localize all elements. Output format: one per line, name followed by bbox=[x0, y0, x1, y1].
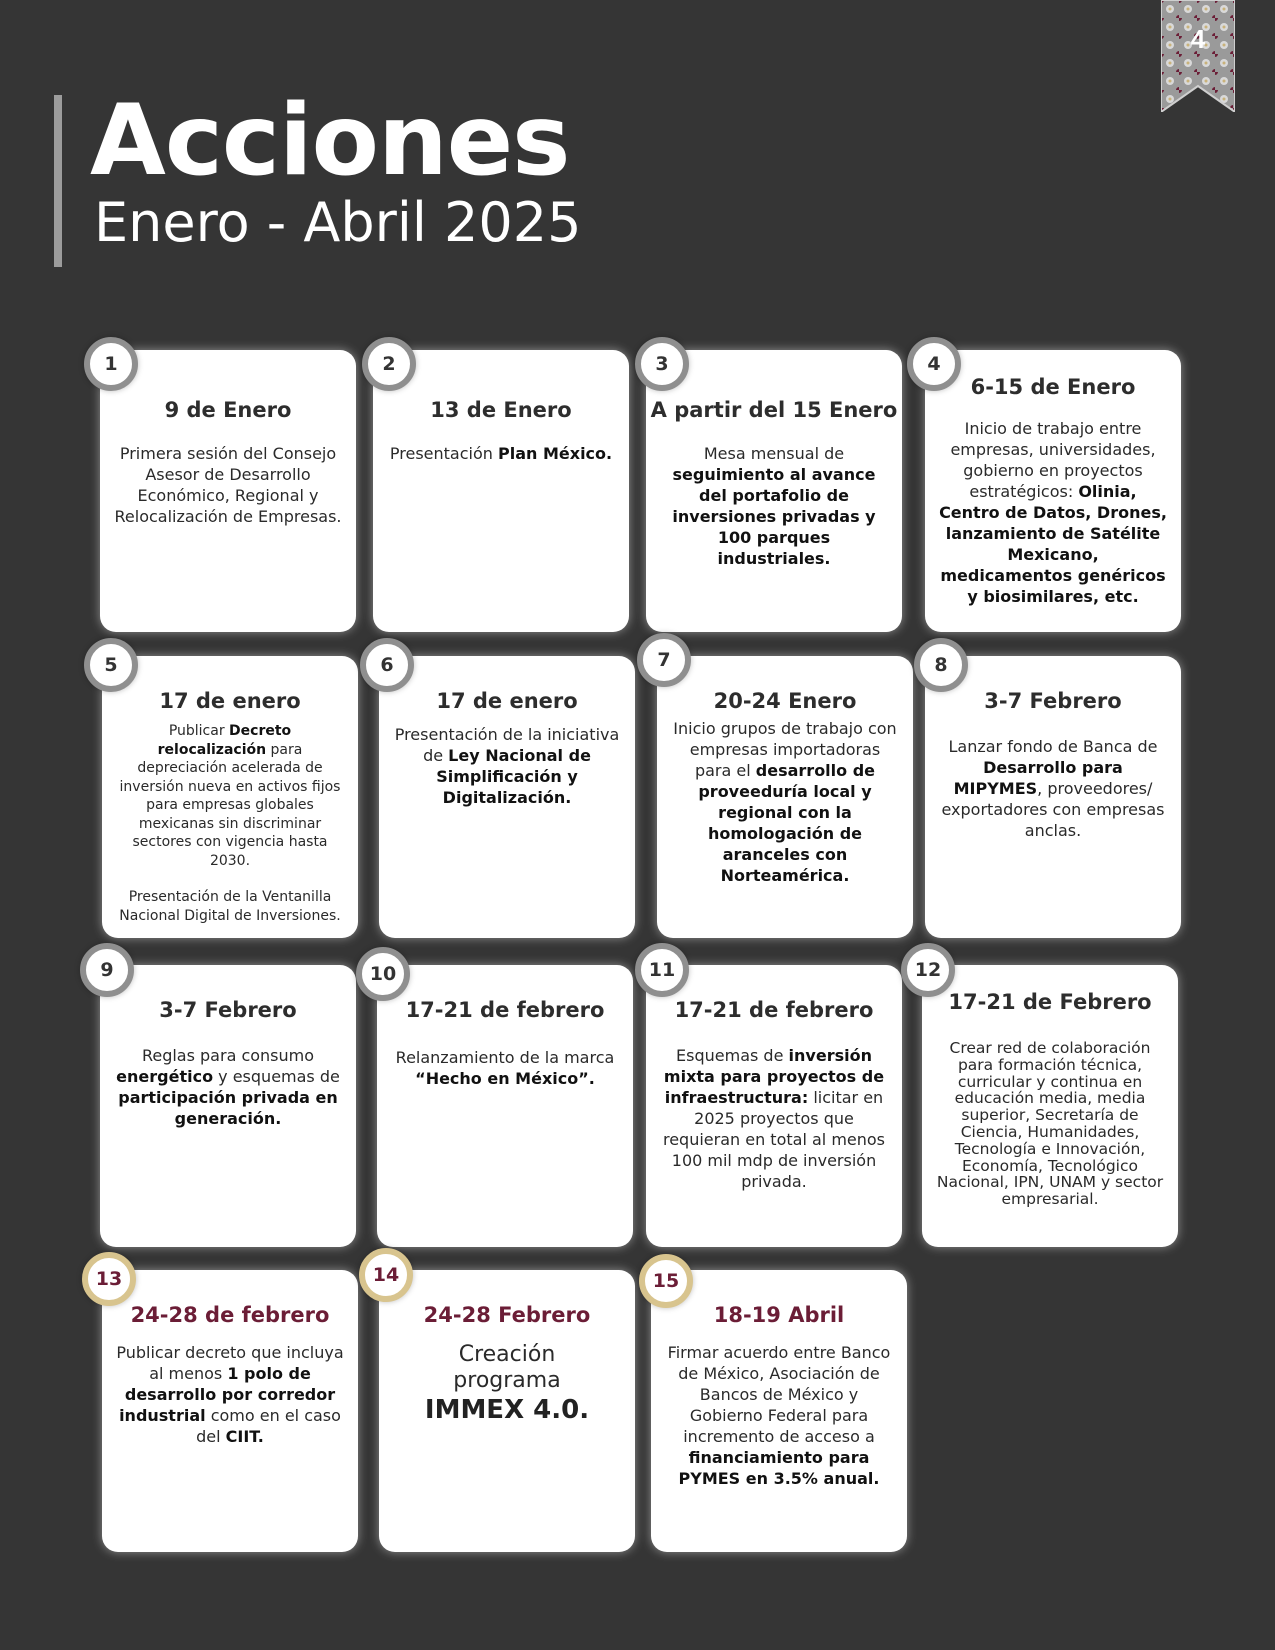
action-description bbox=[114, 443, 342, 527]
action-card bbox=[100, 350, 356, 632]
action-date: 17-21 de febrero bbox=[405, 998, 605, 1022]
action-text-bold: Desarrollo para MIPYMES bbox=[953, 758, 1123, 798]
action-text-bold: desarrollo de proveeduría local y regional con la homologación de aranceles con Norteamérica. bbox=[698, 761, 876, 885]
action-text-bold: “Hecho en México”. bbox=[415, 1069, 595, 1088]
step-number-badge: 11 bbox=[635, 943, 689, 997]
action-description bbox=[114, 1045, 342, 1129]
action-card bbox=[379, 656, 635, 938]
action-card bbox=[377, 965, 633, 1247]
action-text-bold: energético bbox=[116, 1067, 214, 1086]
action-text: Presentación bbox=[389, 444, 493, 463]
step-number-badge: 12 bbox=[901, 943, 955, 997]
action-card bbox=[646, 350, 902, 632]
action-date: 17-21 de febrero bbox=[674, 998, 874, 1022]
step-number-badge: 13 bbox=[82, 1252, 136, 1306]
action-text: Publicar bbox=[168, 723, 225, 739]
action-description bbox=[116, 722, 344, 925]
action-card bbox=[102, 1270, 358, 1552]
action-text: como en el caso del bbox=[196, 1406, 341, 1446]
action-text: licitar en 2025 proyectos que requieran en total al menos 100 mil mdp de inversión privada. bbox=[662, 1088, 886, 1191]
action-text: Lanzar fondo de Banca de bbox=[948, 737, 1158, 756]
action-text-bold: Plan México. bbox=[498, 444, 613, 463]
action-text-bold: 1 polo de desarrollo por corredor industrial bbox=[119, 1364, 336, 1425]
action-date: A partir del 15 Enero bbox=[650, 398, 898, 422]
action-text: para depreciación acelerada de inversión nueva en activos fijos para empresas globales mexicanas sin discriminar sectores con vigencia hasta 2030. bbox=[119, 741, 341, 869]
action-description bbox=[936, 1040, 1164, 1208]
page-title: Acciones bbox=[90, 84, 570, 198]
action-text-bold: seguimiento al avance del portafolio de inversiones privadas y 100 parques industriales. bbox=[672, 465, 876, 568]
action-date: 9 de Enero bbox=[164, 398, 292, 422]
action-text: Inicio de trabajo entre empresas, universidades, gobierno en proyectos estratégicos: bbox=[950, 419, 1156, 501]
step-number-badge: 9 bbox=[80, 943, 134, 997]
action-text: , proveedores/ exportadores con empresas anclas. bbox=[941, 779, 1165, 840]
action-text-bold: Ley Nacional de Simplificación y Digitalización. bbox=[436, 746, 591, 807]
step-number-badge: 3 bbox=[635, 337, 689, 391]
action-card bbox=[922, 965, 1178, 1247]
action-description bbox=[393, 1342, 621, 1426]
action-text-extra: Presentación de la Ventanilla Nacional Digital de Inversiones. bbox=[119, 889, 341, 924]
action-description bbox=[387, 443, 615, 464]
action-date: 3-7 Febrero bbox=[159, 998, 297, 1022]
action-date: 17-21 de Febrero bbox=[948, 990, 1152, 1014]
action-description bbox=[665, 1342, 893, 1489]
action-date: 24-28 de febrero bbox=[130, 1303, 330, 1327]
step-number-badge: 15 bbox=[639, 1254, 693, 1308]
action-description bbox=[391, 1047, 619, 1089]
action-text: Firmar acuerdo entre Banco de México, Asociación de Bancos de México y Gobierno Federal para incremento de acceso a bbox=[667, 1343, 891, 1446]
action-text-bold: inversión mixta para proyectos de infraestructura: bbox=[663, 1046, 885, 1107]
action-text: Relanzamiento de la marca bbox=[395, 1048, 615, 1067]
action-text: Crear red de colaboración para formación técnica, curricular y continua en educación media, media superior, Secretaría de Ciencia, Humanidades, Tecnología e Innovación, Economía, Tecnológico Nacional, IPN, UNAM y sector empresarial. bbox=[936, 1039, 1164, 1209]
action-card bbox=[925, 656, 1181, 938]
action-card bbox=[373, 350, 629, 632]
step-number-badge: 4 bbox=[907, 337, 961, 391]
action-text: Presentación de la iniciativa de bbox=[394, 725, 620, 765]
action-text-bold: participación privada en generación. bbox=[118, 1088, 338, 1128]
action-description bbox=[671, 718, 899, 886]
action-text-line: Creación bbox=[458, 1342, 556, 1367]
action-text: Mesa mensual de bbox=[703, 444, 845, 463]
action-card bbox=[100, 965, 356, 1247]
page-number: 4 bbox=[1190, 24, 1206, 54]
action-text: Inicio grupos de trabajo con empresas importadoras para el bbox=[673, 719, 897, 780]
action-text: Esquemas de bbox=[676, 1046, 784, 1065]
action-date: 20-24 Enero bbox=[713, 689, 857, 713]
step-number-badge: 10 bbox=[356, 947, 410, 1001]
step-number-badge: 6 bbox=[360, 638, 414, 692]
action-date: 6-15 de Enero bbox=[970, 375, 1136, 399]
action-date: 17 de enero bbox=[159, 689, 301, 713]
action-date: 24-28 Febrero bbox=[423, 1303, 591, 1327]
action-date: 18-19 Abril bbox=[713, 1303, 845, 1327]
step-number-badge: 5 bbox=[84, 638, 138, 692]
action-description bbox=[116, 1342, 344, 1447]
action-description bbox=[660, 1045, 888, 1192]
action-card bbox=[102, 656, 358, 938]
action-date: 3-7 Febrero bbox=[984, 689, 1122, 713]
action-text-bold: CIIT. bbox=[225, 1427, 264, 1446]
title-accent-bar bbox=[54, 95, 62, 267]
step-number-badge: 8 bbox=[914, 638, 968, 692]
ornamental-bookmark-icon bbox=[1161, 0, 1235, 112]
action-text: Primera sesión del Consejo Asesor de Desarrollo Económico, Regional y Relocalización de Empresas. bbox=[114, 444, 342, 526]
bookmark-ribbon bbox=[1161, 0, 1235, 112]
action-card bbox=[379, 1270, 635, 1552]
action-text-bold: Decreto relocalización bbox=[157, 723, 292, 758]
action-description bbox=[660, 443, 888, 569]
step-number-badge: 2 bbox=[362, 337, 416, 391]
page-subtitle: Enero - Abril 2025 bbox=[94, 191, 582, 254]
action-text-bold: Olinia, Centro de Datos, Drones, lanzamiento de Satélite Mexicano, medicamentos genéricos y biosimilares, etc. bbox=[939, 482, 1167, 606]
action-description bbox=[939, 736, 1167, 841]
action-text: Reglas para consumo bbox=[141, 1046, 315, 1065]
step-number-badge: 7 bbox=[637, 633, 691, 687]
action-text-line: IMMEX 4.0. bbox=[424, 1395, 590, 1425]
action-card bbox=[646, 965, 902, 1247]
action-date: 13 de Enero bbox=[430, 398, 572, 422]
action-text: y esquemas de bbox=[218, 1067, 340, 1086]
action-text-line: programa bbox=[453, 1368, 561, 1393]
action-text: Publicar decreto que incluya al menos bbox=[116, 1343, 344, 1383]
action-date: 17 de enero bbox=[436, 689, 578, 713]
step-number-badge: 14 bbox=[359, 1248, 413, 1302]
action-description bbox=[393, 724, 621, 808]
step-number-badge: 1 bbox=[84, 337, 138, 391]
action-description bbox=[939, 418, 1167, 607]
action-text-bold: financiamiento para PYMES en 3.5% anual. bbox=[678, 1448, 880, 1488]
action-card bbox=[925, 350, 1181, 632]
action-card bbox=[657, 656, 913, 938]
action-card bbox=[651, 1270, 907, 1552]
